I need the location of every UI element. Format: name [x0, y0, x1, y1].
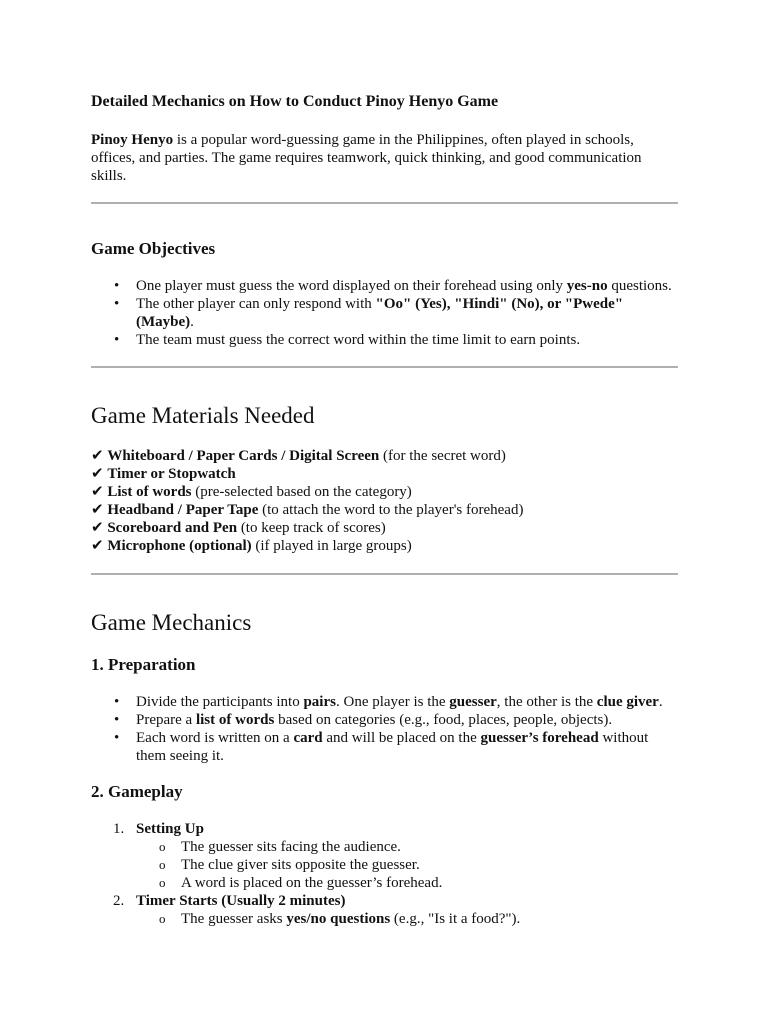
check-icon: ✔: [91, 538, 104, 554]
sub-item: o A word is placed on the guesser’s forehead.: [136, 874, 678, 892]
step-sublist: [136, 910, 678, 928]
preparation-list: [91, 693, 678, 765]
list-item: ✔ Whiteboard / Paper Cards / Digital Screen (for the secret word): [91, 448, 506, 464]
divider: [91, 366, 678, 368]
preparation-heading: 1. Preparation: [91, 655, 196, 674]
list-item: • Prepare a list of words based on categories (e.g., food, places, people, objects).: [91, 711, 678, 729]
step-label: Timer Starts (Usually 2 minutes): [136, 893, 346, 909]
intro-paragraph: [91, 131, 678, 185]
list-item: • The other player can only respond with "Oo" (Yes), "Hindi" (No), or "Pwede" (Maybe).: [91, 295, 678, 331]
divider: [91, 202, 678, 204]
sub-item: o The guesser sits facing the audience.: [136, 838, 678, 856]
list-item: ✔ List of words (pre-selected based on the category): [91, 484, 412, 500]
mechanics-heading: Game Mechanics: [91, 610, 252, 635]
check-icon: ✔: [91, 466, 104, 482]
materials-heading: Game Materials Needed: [91, 403, 315, 428]
list-item: ✔ Headband / Paper Tape (to attach the word to the player's forehead): [91, 502, 524, 518]
list-item: ✔ Scoreboard and Pen (to keep track of scores): [91, 520, 386, 536]
intro-text: is a popular word-guessing game in the Philippines, often played in schools, offices, and parties. The game requires teamwork, quick thinking, and good communication skills.: [91, 132, 642, 184]
check-icon: ✔: [91, 484, 104, 500]
step-item: [91, 892, 678, 928]
step-label: Setting Up: [136, 821, 204, 837]
check-icon: ✔: [91, 520, 104, 536]
list-item: ✔ Microphone (optional) (if played in large groups): [91, 538, 412, 554]
step-number: 1.: [113, 821, 125, 837]
list-item: • Each word is written on a card and will be placed on the guesser’s forehead without them seeing it.: [91, 729, 678, 765]
list-item: • Divide the participants into pairs. One player is the guesser, the other is the clue giver.: [91, 693, 678, 711]
divider: [91, 573, 678, 575]
gameplay-steps: [91, 820, 678, 928]
step-sublist: [136, 838, 678, 892]
check-icon: ✔: [91, 502, 104, 518]
objectives-heading: Game Objectives: [91, 239, 216, 258]
sub-item: o The guesser asks yes/no questions (e.g., "Is it a food?").: [136, 910, 678, 928]
list-item: ✔ Timer or Stopwatch: [91, 466, 236, 482]
document-title: Detailed Mechanics on How to Conduct Pinoy Henyo Game: [91, 93, 499, 110]
sub-item: o The clue giver sits opposite the guesser.: [136, 856, 678, 874]
step-item: [91, 820, 678, 892]
materials-list: [91, 447, 523, 555]
gameplay-heading: 2. Gameplay: [91, 782, 183, 801]
check-icon: ✔: [91, 448, 104, 464]
list-item: • The team must guess the correct word within the time limit to earn points.: [91, 331, 678, 349]
step-number: 2.: [113, 893, 125, 909]
list-item: • One player must guess the word displayed on their forehead using only yes-no questions.: [91, 277, 678, 295]
intro-bold: Pinoy Henyo: [91, 132, 174, 148]
objectives-list: [91, 277, 678, 349]
